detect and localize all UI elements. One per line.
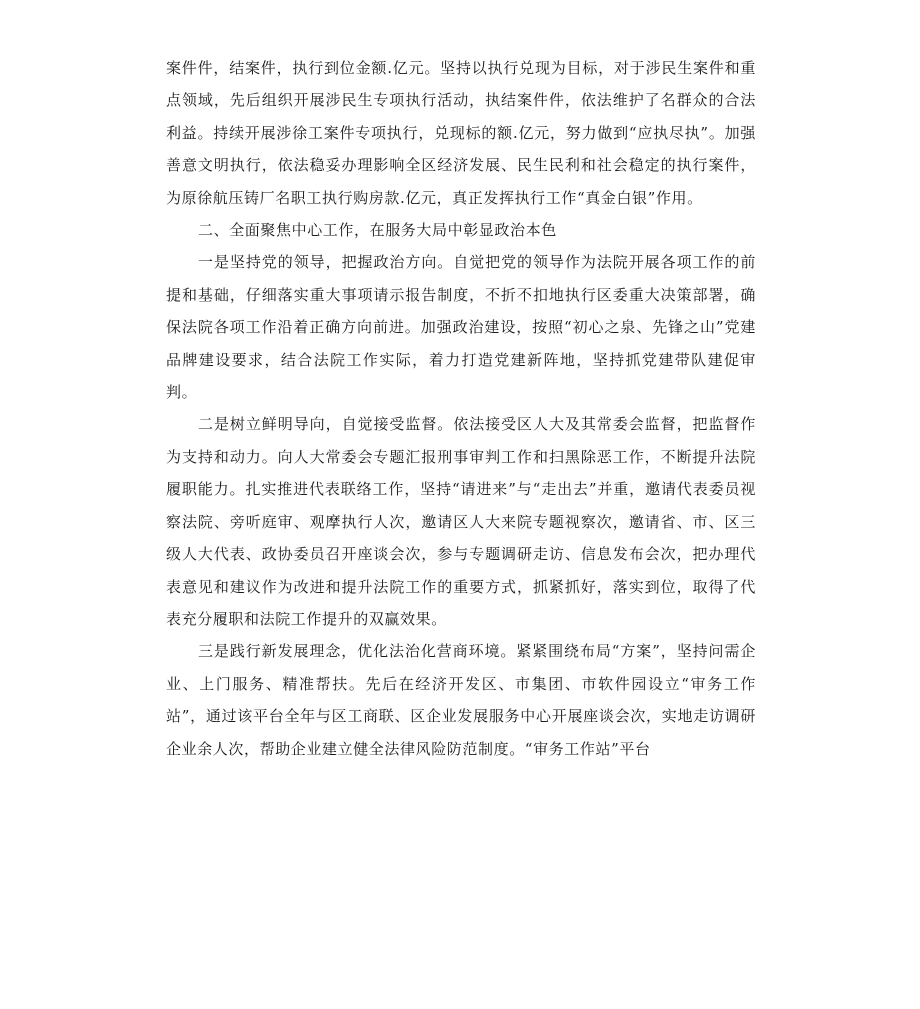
paragraph-party-leadership: 一是坚持党的领导，把握政治方向。自觉把党的领导作为法院开展各项工作的前提和基础，仔细落实重大事项请示报告制度，不折不扣地执行区委重大决策部署，确保法院各项工作沿着正确方向前进。加强政治建设，按照“初心之泉、先锋之山”党建品牌建设要求，结合法院工作实际，着力打造党建新阵地，坚持抓党建带队建促审判。	[166, 253, 756, 402]
paragraph-business-environment: 三是践行新发展理念，优化法治化营商环境。紧紧围绕布局“方案”，坚持问需企业、上门服务、精准帮扶。先后在经济开发区、市集团、市软件园设立“审务工作站”，通过该平台全年与区工商联、区企业发展服务中心开展座谈会次，实地走访调研企业余人次，帮助企业建立健全法律风险防范制度。“审务工作站”平台	[166, 642, 756, 758]
section-heading-two: 二、全面聚焦中心工作，在服务大局中彰显政治本色	[198, 221, 557, 240]
document-page	[166, 52, 756, 765]
paragraph-accept-supervision: 二是树立鲜明导向，自觉接受监督。依法接受区人大及其常委会监督，把监督作为支持和动力。向人大常委会专题汇报刑事审判工作和扫黑除恶工作，不断提升法院履职能力。扎实推进代表联络工作，坚持“请进来”与“走出去”并重，邀请代表委员视察法院、旁听庭审、观摩执行人次，邀请区人大来院专题视察次，邀请省、市、区三级人大代表、政协委员召开座谈会次，参与专题调研走访、信息发布会次，把办理代表意见和建议作为改进和提升法院工作的重要方式，抓紧抓好，落实到位，取得了代表充分履职和法院工作提升的双赢效果。	[166, 415, 756, 628]
paragraph-execution-results: 案件件，结案件，执行到位金额.亿元。坚持以执行兑现为目标，对于涉民生案件和重点领域，先后组织开展涉民生专项执行活动，执结案件件，依法维护了名群众的合法利益。持续开展涉徐工案件专项执行，兑现标的额.亿元，努力做到“应执尽执”。加强善意文明执行，依法稳妥办理影响全区经济发展、民生民利和社会稳定的执行案件，为原徐航压铸厂名职工执行购房款.亿元，真正发挥执行工作“真金白银”作用。	[166, 59, 756, 207]
